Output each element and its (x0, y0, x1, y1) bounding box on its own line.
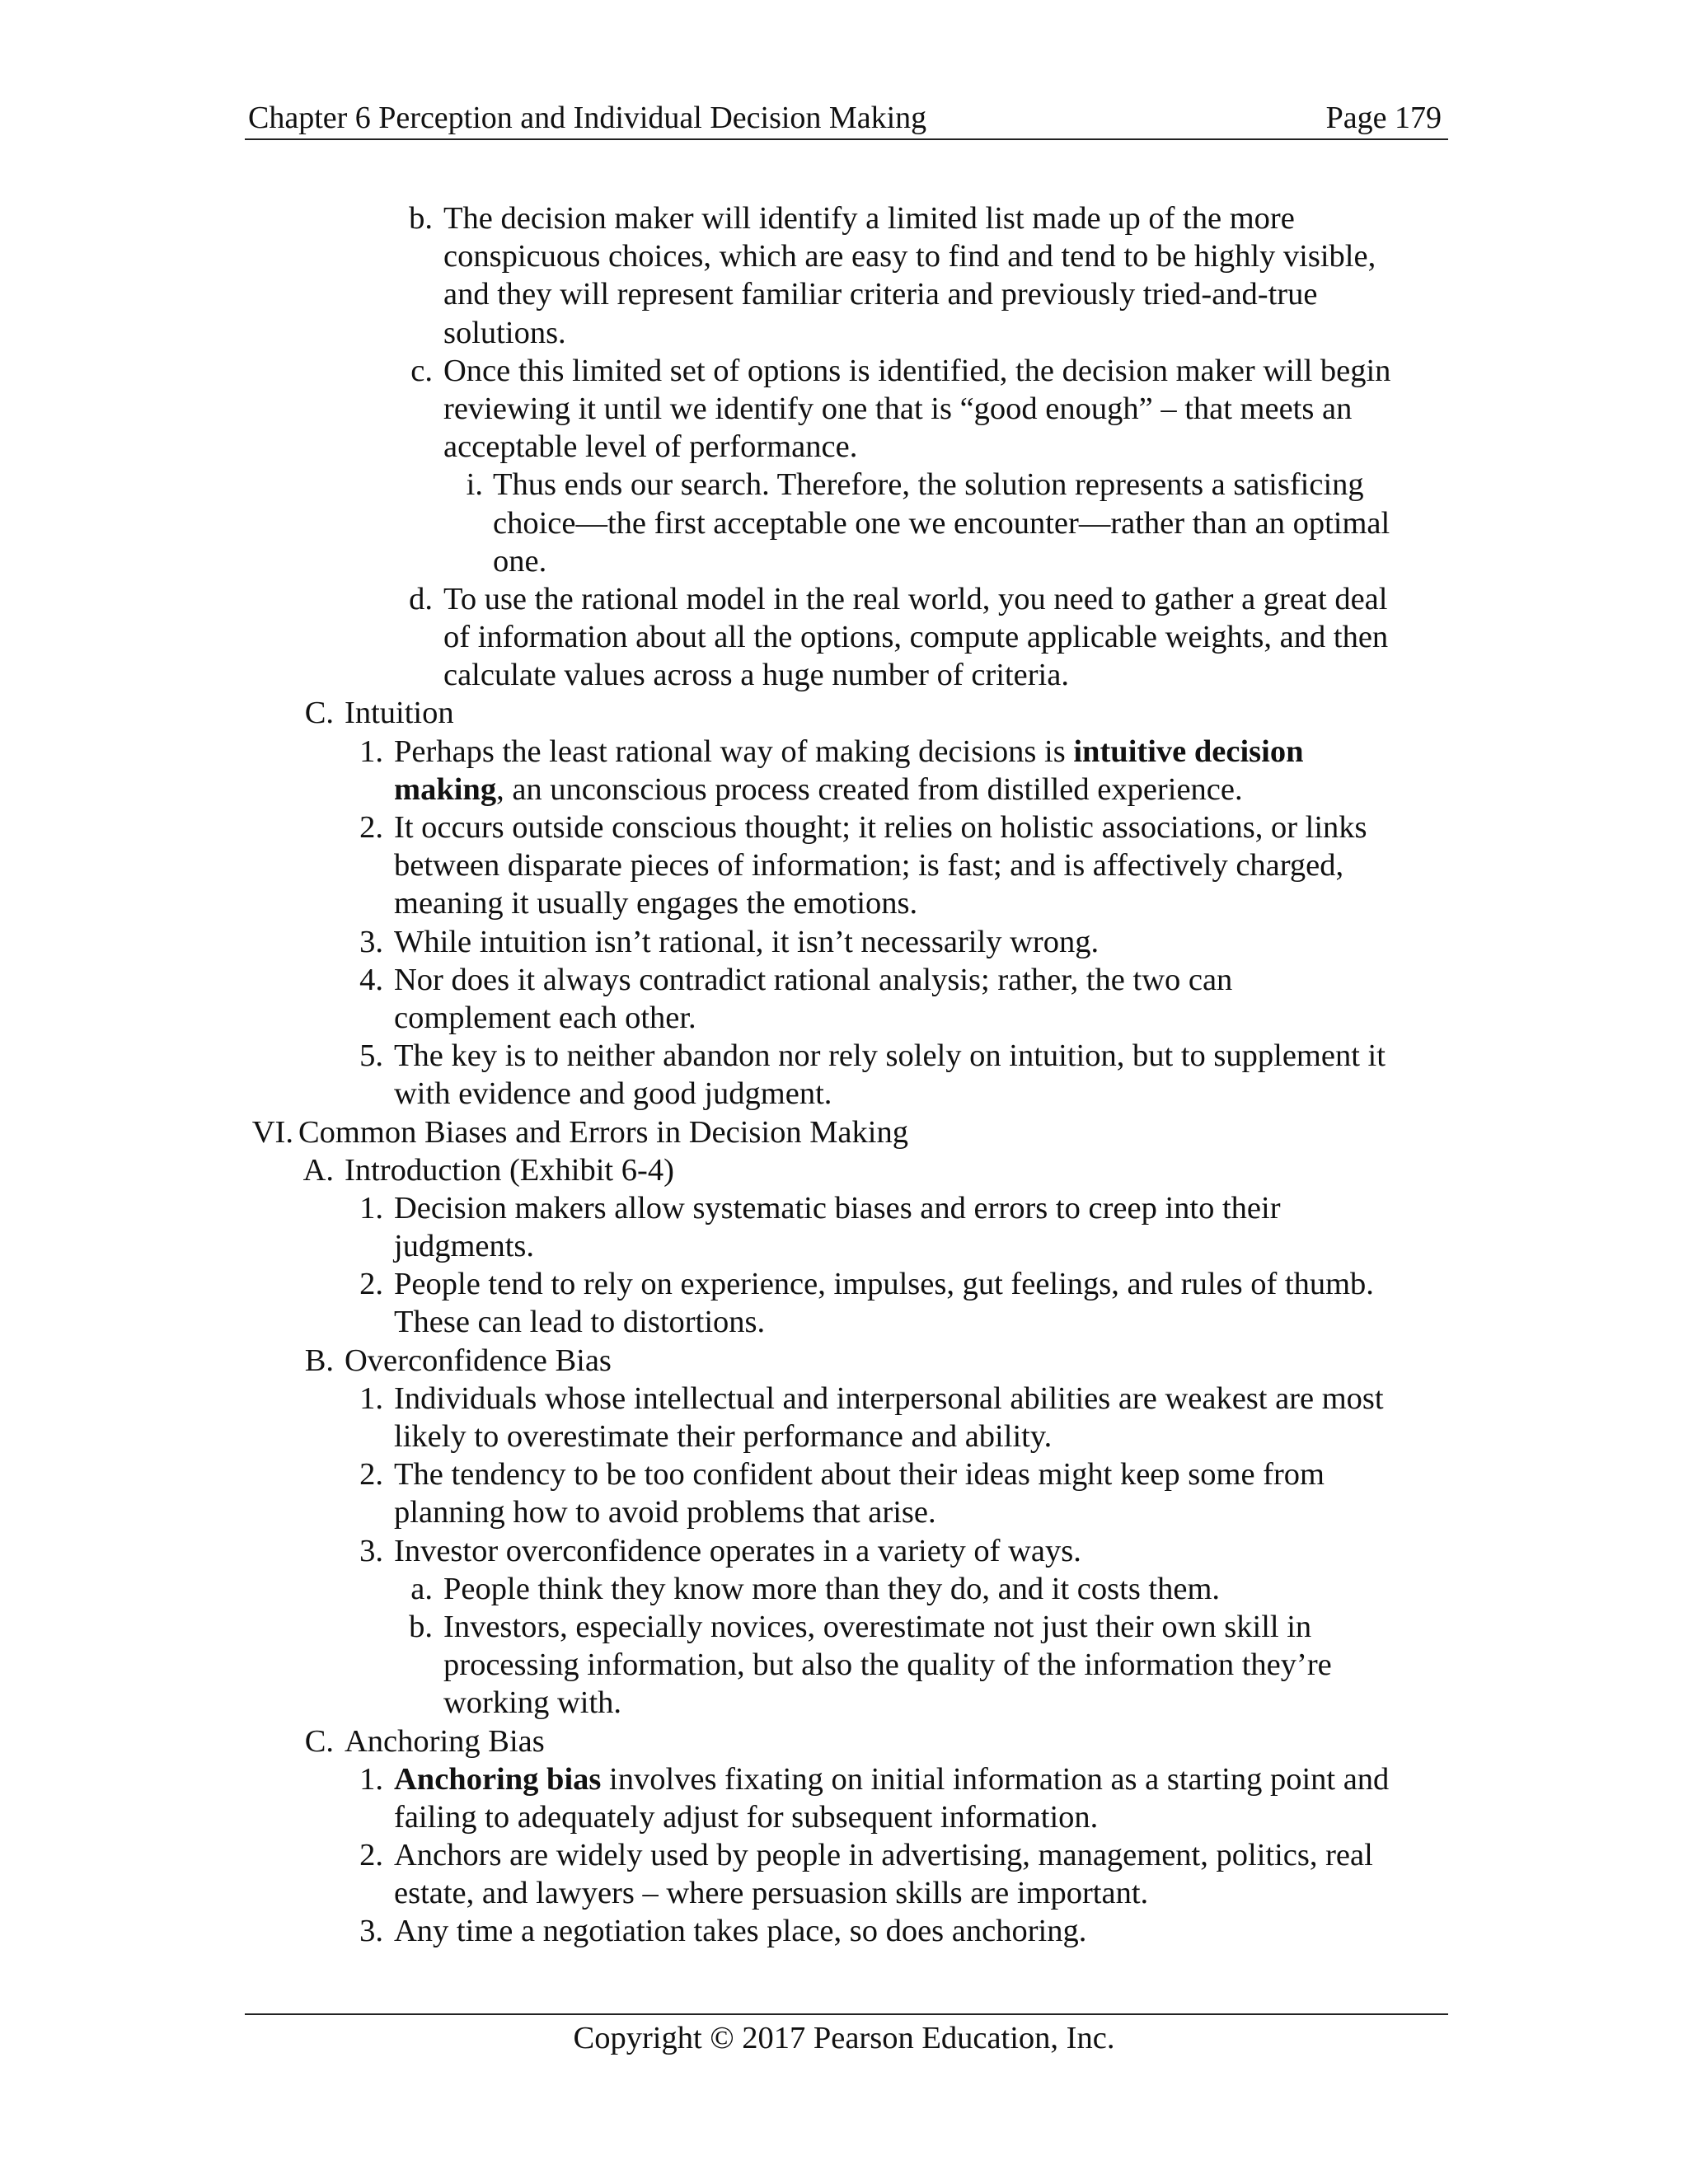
outline-line (0, 1303, 1688, 1341)
line-text (443, 1646, 1332, 1684)
line-body: between disparate pieces of information; is fast; and is affectively charged, (394, 848, 1344, 883)
outline-line (0, 771, 1688, 808)
outline-line (0, 808, 1688, 846)
outline-line (0, 1342, 1688, 1380)
bold-term: Anchoring bias (394, 1761, 602, 1797)
outline-line (0, 199, 1688, 237)
outline-line (0, 504, 1688, 542)
list-marker: i. (466, 467, 483, 503)
outline-line (0, 314, 1688, 352)
line-body: The decision maker will identify a limited list made up of the more (443, 201, 1295, 236)
line-body: one. (493, 543, 547, 579)
outline-line (0, 1912, 1688, 1950)
line-body: Any time a negotiation takes place, so does anchoring. (394, 1914, 1087, 1949)
list-marker: 5. (359, 1038, 383, 1074)
list-marker: b. (409, 201, 433, 236)
outline-line (0, 1760, 1688, 1798)
outline-line (0, 580, 1688, 618)
line-text (394, 1798, 1098, 1836)
line-body: These can lead to distortions. (394, 1305, 766, 1340)
line-body: Decision makers allow systematic biases and errors to creep into their (394, 1190, 1281, 1226)
outline-line (0, 1684, 1688, 1722)
line-body: complement each other. (394, 1000, 696, 1035)
line-text (443, 580, 1387, 618)
line-text (394, 1760, 1389, 1798)
line-text (443, 1608, 1311, 1646)
line-text (394, 1836, 1373, 1874)
line-text (394, 846, 1343, 884)
line-body: meaning it usually engages the emotions. (394, 886, 918, 921)
list-marker: 1. (359, 1761, 383, 1797)
line-text (493, 504, 1390, 542)
list-marker: 2. (359, 1838, 383, 1873)
outline-line (0, 1380, 1688, 1418)
outline-line (0, 884, 1688, 922)
line-text (443, 390, 1352, 428)
outline-line (0, 846, 1688, 884)
line-text (345, 1722, 545, 1760)
list-marker: 1. (359, 1380, 383, 1416)
line-body: People tend to rely on experience, impulses, gut feelings, and rules of thumb. (394, 1267, 1374, 1302)
line-body: reviewing it until we identify one that is “good enough” – that meets an (443, 391, 1353, 426)
line-text (394, 1037, 1386, 1075)
outline-line (0, 1570, 1688, 1608)
outline-line (0, 1418, 1688, 1455)
line-body: Intuition (345, 696, 454, 731)
outline-line (0, 961, 1688, 999)
list-marker: 2. (359, 1267, 383, 1302)
line-text (394, 1418, 1052, 1455)
line-body: Investors, especially novices, overestimate not just their own skill in (443, 1609, 1312, 1644)
line-body: It occurs outside conscious thought; it relies on holistic associations, or links (394, 810, 1367, 845)
outline-line (0, 694, 1688, 732)
outline-line (0, 1227, 1688, 1265)
outline-line (0, 1646, 1688, 1684)
line-body: Anchors are widely used by people in advertising, management, politics, real (394, 1838, 1373, 1873)
line-text (345, 694, 454, 732)
list-marker: b. (409, 1609, 433, 1644)
outline-line (0, 1265, 1688, 1303)
line-text (443, 314, 566, 352)
line-text (443, 656, 1069, 694)
line-text (443, 237, 1376, 275)
line-body: , an unconscious process created from distilled experience. (496, 771, 1243, 807)
line-text (394, 923, 1099, 961)
line-body: Anchoring Bias (345, 1723, 545, 1759)
outline-line (0, 237, 1688, 275)
list-marker: d. (409, 581, 433, 616)
line-body: Investor overconfidence operates in a variety of ways. (394, 1533, 1081, 1568)
list-marker: 4. (359, 962, 383, 997)
outline-line (0, 656, 1688, 694)
page-header (245, 97, 1448, 140)
list-marker: 2. (359, 810, 383, 845)
line-text (394, 1874, 1148, 1912)
line-text (443, 618, 1388, 656)
line-text (394, 1075, 832, 1113)
line-text (493, 542, 546, 580)
outline-line (0, 923, 1688, 961)
line-text (443, 1570, 1220, 1608)
line-text (298, 1113, 908, 1151)
list-marker: C. (304, 696, 334, 731)
line-body: likely to overestimate their performance and ability. (394, 1419, 1053, 1454)
line-body: Nor does it always contradict rational analysis; rather, the two can (394, 962, 1233, 997)
line-body: choice—the first acceptable one we encounter—rather than an optimal (493, 505, 1390, 541)
outline-line (0, 466, 1688, 504)
line-text (394, 733, 1304, 771)
line-text (394, 1303, 765, 1341)
list-marker: 3. (359, 924, 383, 959)
line-body: People think they know more than they do, and it costs them. (443, 1571, 1221, 1606)
line-body: involves fixating on initial information as a starting point and (601, 1761, 1390, 1797)
list-marker: 2. (359, 1457, 383, 1493)
line-text (345, 1342, 612, 1380)
outline-line (0, 1037, 1688, 1075)
line-body: with evidence and good judgment. (394, 1076, 832, 1112)
list-marker: a. (410, 1571, 433, 1606)
outline-line (0, 1455, 1688, 1493)
outline-line (0, 1151, 1688, 1189)
outline-line (0, 542, 1688, 580)
outline-line (0, 1113, 1688, 1151)
line-body: planning how to avoid problems that arise. (394, 1495, 936, 1530)
line-body: and they will represent familiar criteria and previously tried-and-true (443, 277, 1318, 312)
list-marker: A. (302, 1152, 334, 1188)
line-body: To use the rational model in the real world, you need to gather a great deal (443, 581, 1388, 616)
line-text (493, 466, 1364, 504)
line-body: of information about all the options, compute applicable weights, and then (443, 620, 1389, 655)
chapter-title: Chapter 6 Perception and Individual Decision Making (248, 101, 927, 135)
line-body: acceptable level of performance. (443, 429, 858, 465)
document-outline (0, 199, 1688, 1951)
list-marker: B. (304, 1343, 334, 1378)
outline-line (0, 428, 1688, 466)
line-body: Overconfidence Bias (345, 1343, 612, 1378)
line-text (443, 199, 1295, 237)
outline-line (0, 1532, 1688, 1570)
line-text (394, 1265, 1374, 1303)
line-body: calculate values across a huge number of criteria. (443, 658, 1069, 693)
line-text (394, 1227, 534, 1265)
list-marker: C. (304, 1723, 334, 1759)
outline-line (0, 1075, 1688, 1113)
page-number: Page 179 (1325, 101, 1442, 135)
line-body: solutions. (443, 315, 566, 350)
line-text (345, 1151, 674, 1189)
list-marker: 3. (359, 1533, 383, 1568)
line-body: judgments. (394, 1229, 535, 1264)
outline-line (0, 352, 1688, 390)
outline-line (0, 1608, 1688, 1646)
line-text (394, 1380, 1384, 1418)
line-body: The tendency to be too confident about their ideas might keep some from (394, 1457, 1325, 1493)
line-text (394, 1189, 1281, 1227)
line-body: Thus ends our search. Therefore, the solution represents a satisficing (493, 467, 1364, 503)
line-text (394, 808, 1367, 846)
line-text (443, 275, 1317, 313)
line-body: processing information, but also the quality of the information they’re (443, 1647, 1332, 1683)
outline-line (0, 999, 1688, 1037)
line-body: The key is to neither abandon nor rely solely on intuition, but to supplement it (394, 1038, 1386, 1074)
line-body: Perhaps the least rational way of making decisions is (394, 733, 1074, 769)
line-text (394, 1455, 1325, 1493)
line-body: Once this limited set of options is identified, the decision maker will begin (443, 353, 1391, 388)
line-text (394, 1912, 1086, 1950)
outline-line (0, 618, 1688, 656)
outline-line (0, 1836, 1688, 1874)
outline-line (0, 1493, 1688, 1531)
line-text (443, 428, 857, 466)
line-text (394, 771, 1243, 808)
line-body: failing to adequately adjust for subsequent information. (394, 1799, 1099, 1835)
list-marker: 1. (359, 733, 383, 769)
outline-line (0, 1722, 1688, 1760)
copyright-footer: Copyright © 2017 Pearson Education, Inc. (573, 2021, 1115, 2055)
list-marker: 1. (359, 1190, 383, 1226)
line-body: Individuals whose intellectual and interpersonal abilities are weakest are most (394, 1380, 1384, 1416)
outline-line (0, 390, 1688, 428)
outline-line (0, 733, 1688, 771)
line-text (394, 961, 1232, 999)
line-text (394, 999, 696, 1037)
line-body: working with. (443, 1685, 622, 1721)
line-text (394, 884, 917, 922)
line-body: Introduction (Exhibit 6-4) (345, 1152, 674, 1188)
bold-term: intuitive decision (1073, 733, 1304, 769)
line-body: estate, and lawyers – where persuasion skills are important. (394, 1876, 1149, 1911)
line-text (394, 1493, 936, 1531)
footer-divider (245, 2013, 1448, 2015)
outline-line (0, 1189, 1688, 1227)
line-body: Common Biases and Errors in Decision Making (298, 1114, 908, 1150)
line-text (443, 352, 1390, 390)
line-text (394, 1532, 1081, 1570)
outline-line (0, 1874, 1688, 1912)
line-body: While intuition isn’t rational, it isn’t necessarily wrong. (394, 924, 1100, 959)
list-marker: c. (410, 353, 433, 388)
line-text (443, 1684, 621, 1722)
outline-line (0, 1798, 1688, 1836)
outline-line (0, 275, 1688, 313)
list-marker: 3. (359, 1914, 383, 1949)
list-marker: VI. (251, 1114, 293, 1150)
line-body: conspicuous choices, which are easy to find and tend to be highly visible, (443, 239, 1376, 274)
bold-term: making (394, 771, 497, 807)
